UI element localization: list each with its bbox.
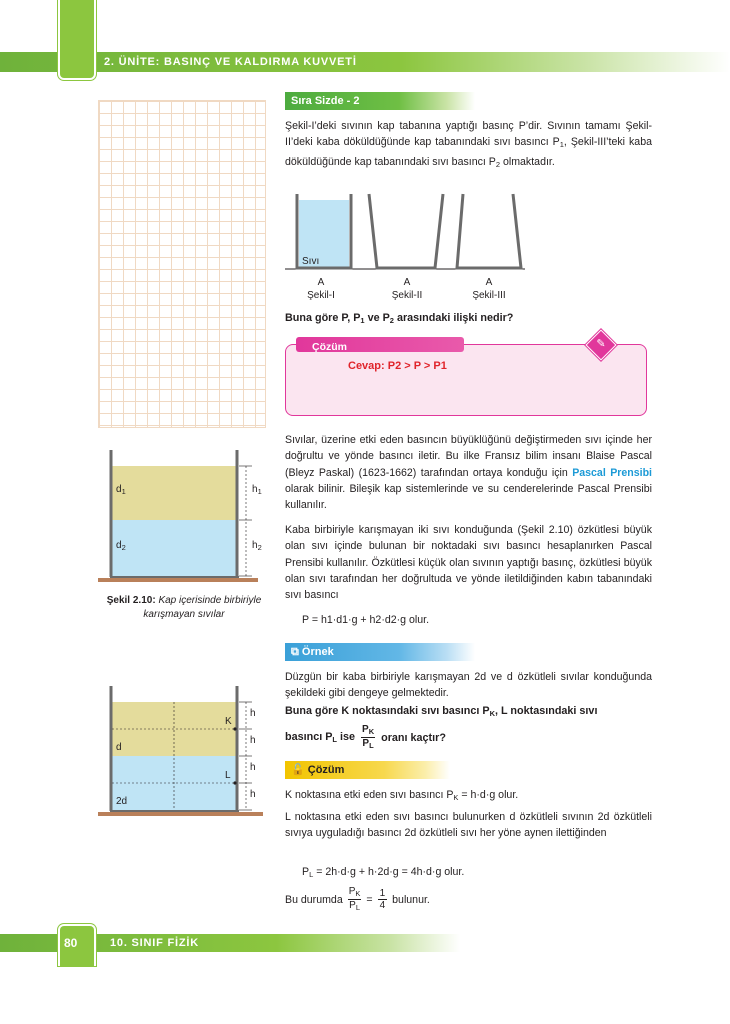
cozum-line-1: K noktasına etki eden sıvı basıncı $P_K = h\cdot d\cdot g$ olur. — [285, 789, 519, 802]
ornek-heading: ⧉ Örnek — [291, 646, 334, 658]
pascal-paragraph-1: Sıvılar, üzerine etki eden basıncın büyüklüğünü değiştirmeden sıvı içinde her doğrultu ve yönde basıncı iletir. Bu ilke Fransız bilim insanı Blaise Pascal (Bleyz Paskal) (1623-1662) tarafından ortaya konduğu için Pascal Prensibi olarak bilinir. Bileşik kap sistemlerinde ve su cenderelerinde Pascal Prensibi kullanılır. — [285, 434, 652, 512]
point-a-3: A — [485, 277, 493, 288]
note-grid — [98, 100, 266, 428]
label-l: L — [225, 770, 231, 781]
pascal-prensibi-term: Pascal Prensibi — [572, 466, 652, 479]
point-a-1: A — [317, 277, 325, 288]
point-a-2: A — [403, 277, 411, 288]
figure-2-10-caption: Şekil 2.10: Kap içerisinde birbiriyle karışmayan sıvılar — [106, 595, 262, 620]
sira-sizde-question: Buna göre P, $P_1$ ve $P_2$ arasındaki ilişki nedir? — [285, 312, 514, 325]
solution-header: Çözüm — [296, 337, 464, 352]
pressure-formula: P = h1·d1·g + h2·d2·g olur. — [302, 614, 430, 626]
book-title: 10. SINIF FİZİK — [110, 937, 200, 949]
unlock-icon: 🔓 — [291, 764, 305, 776]
label-h-1: h — [250, 708, 256, 719]
ground — [98, 812, 263, 816]
label-d2: $d_2$ — [116, 540, 126, 552]
figure-2-10 — [98, 448, 263, 588]
label-2d: 2d — [116, 796, 128, 807]
label-d1: $d_1$ — [116, 484, 126, 496]
label-k: K — [225, 716, 232, 727]
pascal-paragraph-2: Kaba birbiriyle karışmayan iki sıvı konduğunda (Şekil 2.10) özkütlesi büyük olan sıvı içinde bulunan bir noktadaki sıvı basıncı hesaplanırken Pascal Prensibi kullanılır. Özkütlesi küçük olan sıvının yaptığı basınç, özkütlesi büyük olan sıvı tarafından her doğrultuda ve yönde iletildiğinden kabın tabanındaki sıvı basıncı — [285, 524, 652, 602]
result-ratio-fraction: $\frac{P_K}{P_L}$ — [348, 886, 361, 912]
ratio-fraction: $P_K$ $P_L$ — [362, 724, 375, 750]
caption-sekil-2: Şekil-II — [391, 290, 423, 301]
cozum-line-3: $P_L = 2h\cdot d\cdot g + h\cdot 2d\cdot g = 4h\cdot d\cdot g$ olur. — [302, 866, 465, 879]
label-h2: $h_2$ — [252, 540, 262, 552]
unit-title: 2. ÜNİTE: BASINÇ VE KALDIRMA KUVVETİ — [104, 56, 357, 68]
point-k — [233, 727, 236, 730]
solution-box — [285, 344, 647, 416]
caption-sekil-3: Şekil-III — [472, 290, 506, 301]
header-tab — [58, 0, 96, 80]
ground — [98, 578, 258, 582]
ornek-question: Buna göre K noktasındaki sıvı basıncı $P_K$, L noktasındaki sıvı — [285, 705, 598, 718]
result-value-fraction: $\frac{1}{4}$ — [379, 888, 386, 911]
top-liquid — [112, 466, 236, 520]
liquid-label: Sıvı — [302, 256, 320, 267]
external-link-icon: ⧉ — [291, 646, 299, 658]
answer-text: Cevap: P2 > P > P1 — [348, 360, 447, 372]
label-h-3: h — [250, 762, 256, 773]
sira-sizde-heading-bar — [285, 92, 475, 110]
label-h1: $h_1$ — [252, 484, 262, 496]
ornek-text: Düzgün bir kaba birbiriyle karışmayan 2d ve d özkütleli sıvılar konduğunda şekildeki gibi dengeye gelmektedir. — [285, 671, 652, 700]
cozum-heading-bar — [285, 761, 450, 779]
container-2 — [369, 194, 443, 268]
label-d: d — [116, 742, 122, 753]
cozum-line-2: L noktasına etki eden sıvı basıncı bulunurken d özkütleli sıvının 2d özkütleli sıvıya uyguladığı basıncı 2d özkütleli sıvı her yöne aynen ilettiğinden — [285, 811, 652, 840]
label-h-2: h — [250, 735, 256, 746]
pencil-icon: ✎ — [596, 338, 606, 350]
label-h-4: h — [250, 789, 256, 800]
cozum-heading: 🔓 Çözüm — [291, 764, 345, 776]
bottom-liquid — [112, 520, 236, 576]
point-l — [233, 781, 236, 784]
cozum-line-4: Bu durumda $\frac{P_K}{P_L}$ = $\frac{1}{4}$ bulunur. — [285, 886, 430, 912]
ornek-question-line-2: basıncı $P_L$ ise $P_K$ $P_L$ oranı kaçtır? — [285, 724, 446, 750]
container-3 — [457, 194, 521, 268]
sira-sizde-text: Şekil-I’deki sıvının kap tabanına yaptığı basınç P’dir. Sıvının tamamı Şekil-II’deki kaba döküldüğünde kap tabanındaki sıvı basıncı $P_1$, Şekil-III’teki kaba döküldüğünde kap tabanındaki sıvı basıncı $P_2$ olmaktadır. — [285, 120, 652, 169]
page-number: 80 — [64, 936, 78, 950]
caption-sekil-1: Şekil-I — [307, 290, 335, 301]
ornek-heading-bar — [285, 643, 475, 661]
sira-sizde-heading: Sıra Sizde - 2 — [291, 95, 360, 107]
